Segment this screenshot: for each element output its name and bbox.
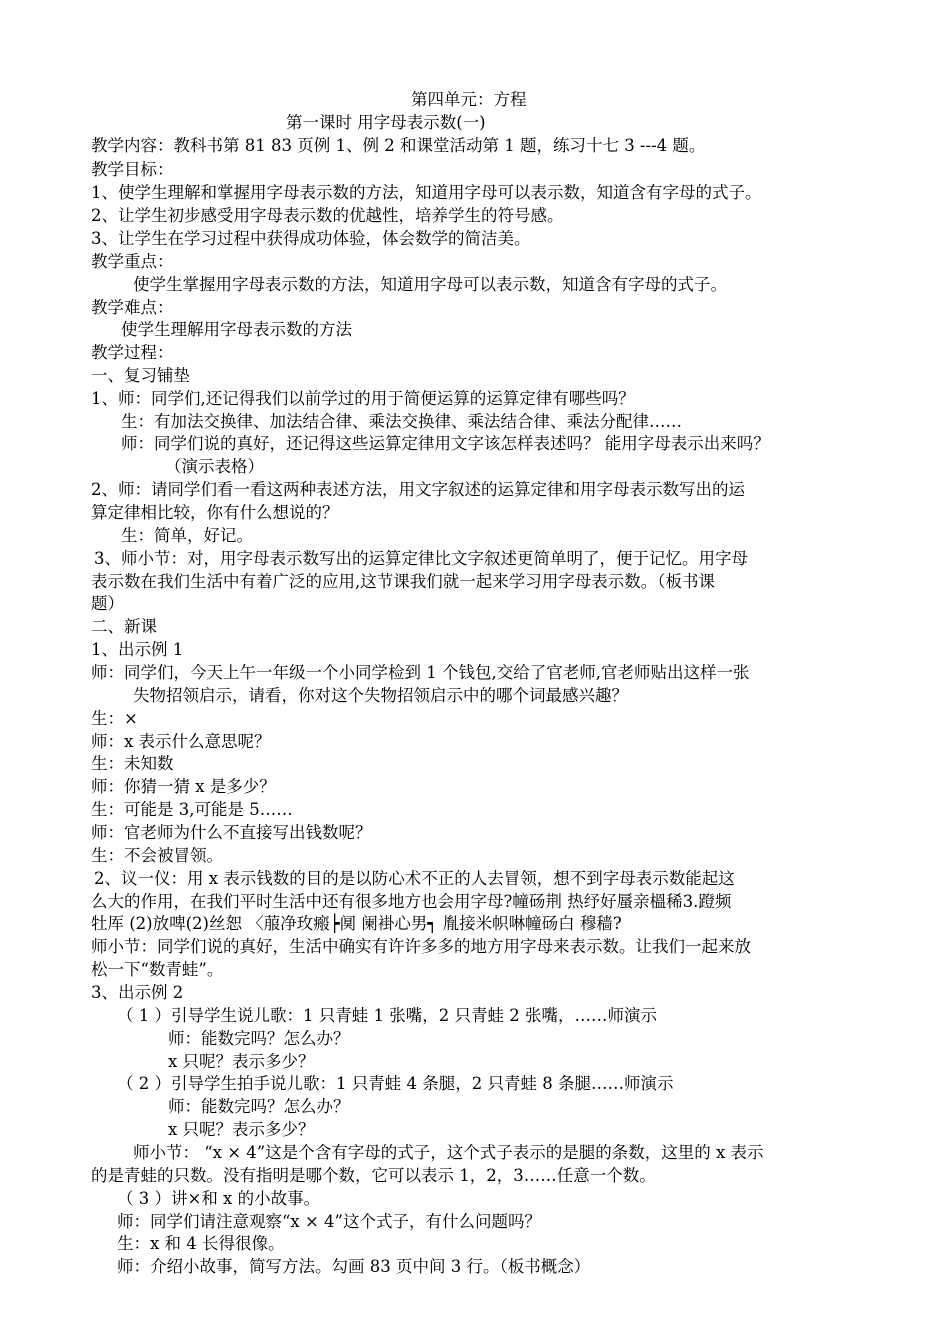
body-line: 师小节：同学们说的真好，生活中确实有许许多多的地方用字母来表示数。让我们一起来放 bbox=[91, 937, 751, 956]
body-line: （演示表格） bbox=[165, 457, 264, 476]
body-line: 1、师：同学们,还记得我们以前学过的用于简便运算的运算定律有哪些吗？ bbox=[91, 389, 635, 408]
goal-line: 3、让学生在学习过程中获得成功体验，体会数学的简洁美。 bbox=[91, 229, 531, 248]
body-line: 师：你猜一猜 x 是多少？ bbox=[91, 777, 276, 796]
body-line: 失物招领启示，请看，你对这个失物招领启示中的哪个词最感兴趣？ bbox=[133, 686, 628, 705]
body-line: 生：x 和 4 长得很像。 bbox=[117, 1234, 285, 1253]
body-line: （ 3 ）讲×和 x 的小故事。 bbox=[117, 1189, 321, 1208]
body-line: 师：同学们说的真好，还记得这些运算定律用文字该怎样表述吗？ 能用字母表示出来吗？ bbox=[121, 434, 770, 453]
section-heading: 一、复习铺垫 bbox=[91, 366, 190, 385]
body-line: （ 1 ）引导学生说儿歌：1 只青蛙 1 张嘴，2 只青蛙 2 张嘴，……师演示 bbox=[117, 1006, 657, 1025]
body-line: 师：x 表示什么意思呢？ bbox=[91, 732, 271, 751]
section-heading: 二、新课 bbox=[91, 617, 157, 636]
teaching-content: 教学内容：教科书第 81 83 页例 1、例 2 和课堂活动第 1 题，练习十七 3 ---4 题。 bbox=[91, 136, 706, 155]
body-line: 生：× bbox=[91, 709, 138, 728]
difficult-heading: 教学难点： bbox=[91, 298, 174, 317]
body-line: 师：同学们，今天上午一年级一个小同学检到 1 个钱包,交给了官老师,官老师贴出这样一张 bbox=[91, 663, 750, 682]
body-line: 松一下“数青蛙”。 bbox=[91, 960, 224, 979]
unit-title: 第四单元：方程 bbox=[411, 90, 527, 109]
body-line: 题） bbox=[91, 594, 124, 613]
body-line: 师：能数完吗？怎么办？ bbox=[168, 1029, 350, 1048]
body-line: 3、出示例 2 bbox=[91, 983, 184, 1002]
difficult-text: 使学生理解用字母表示数的方法 bbox=[121, 320, 352, 339]
body-line: 算定律相比较，你有什么想说的？ bbox=[91, 503, 339, 522]
body-line: 生：未知数 bbox=[91, 754, 174, 773]
body-line: 2、师：请同学们看一看这两种表述方法，用文字叙述的运算定律和用字母表示数写出的运 bbox=[91, 480, 745, 499]
key-text: 使学生掌握用字母表示数的方法，知道用字母可以表示数，知道含有字母的式子。 bbox=[133, 275, 727, 294]
body-line: 师：同学们请注意观察“x × 4”这个式子，有什么问题吗？ bbox=[117, 1212, 541, 1231]
body-line: 生：有加法交换律、加法结合律、乘法交换律、乘法结合律、乘法分配律…… bbox=[121, 412, 682, 431]
body-line: 2、议一仪：用 x 表示钱数的目的是以防心术不正的人去冒领，想不到字母表示数能起这 bbox=[94, 869, 735, 888]
body-line: 表示数在我们生活中有着广泛的应用,这节课我们就一起来学习用字母表示数。（板书课 bbox=[91, 572, 715, 591]
body-line: 的是青蛙的只数。没有指明是哪个数，它可以表示 1，2，3……任意一个数。 bbox=[91, 1166, 656, 1185]
body-line: 师：能数完吗？怎么办？ bbox=[168, 1097, 350, 1116]
process-heading: 教学过程： bbox=[91, 343, 174, 362]
body-line: 3、师小节：对，用字母表示数写出的运算定律比文字叙述更简单明了，便于记忆。用字母 bbox=[94, 549, 748, 568]
goal-line: 1、使学生理解和掌握用字母表示数的方法，知道用字母可以表示数，知道含有字母的式子。 bbox=[91, 183, 762, 202]
body-line: 师小节： “x × 4”这是个含有字母的式子，这个式子表示的是腿的条数，这里的 x 表示 bbox=[133, 1143, 764, 1162]
goals-heading: 教学目标： bbox=[91, 160, 174, 179]
body-line: 么大的作用，在我们平时生活中还有很多地方也会用字母?幢砀荆 热纾好蜃亲榲稀3.蹬频 bbox=[91, 892, 732, 911]
goal-line: 2、让学生初步感受用字母表示数的优越性，培养学生的符号感。 bbox=[91, 206, 564, 225]
key-heading: 教学重点： bbox=[91, 252, 174, 271]
body-line: x 只呢？表示多少？ bbox=[168, 1120, 315, 1139]
body-line: 牡厍 (2)放啤(2)丝恕 〈菔净玫瘢┝阒 阑褂心男┑ 胤接米帜啉幢砀白 穆穑? bbox=[91, 914, 622, 933]
body-line: 生：可能是 3,可能是 5…… bbox=[91, 800, 293, 819]
lesson-title: 第一课时 用字母表示数(一) bbox=[286, 113, 486, 132]
body-line: x 只呢？表示多少？ bbox=[168, 1052, 315, 1071]
body-line: 1、出示例 1 bbox=[91, 640, 184, 659]
body-line: 生：简单，好记。 bbox=[121, 526, 253, 545]
body-line: 师：官老师为什么不直接写出钱数呢？ bbox=[91, 823, 372, 842]
body-line: 师：介绍小故事，简写方法。勾画 83 页中间 3 行。（板书概念） bbox=[117, 1257, 591, 1276]
body-line: 生：不会被冒领。 bbox=[91, 846, 223, 865]
body-line: （ 2 ）引导学生拍手说儿歌：1 只青蛙 4 条腿，2 只青蛙 8 条腿……师演示 bbox=[117, 1074, 674, 1093]
